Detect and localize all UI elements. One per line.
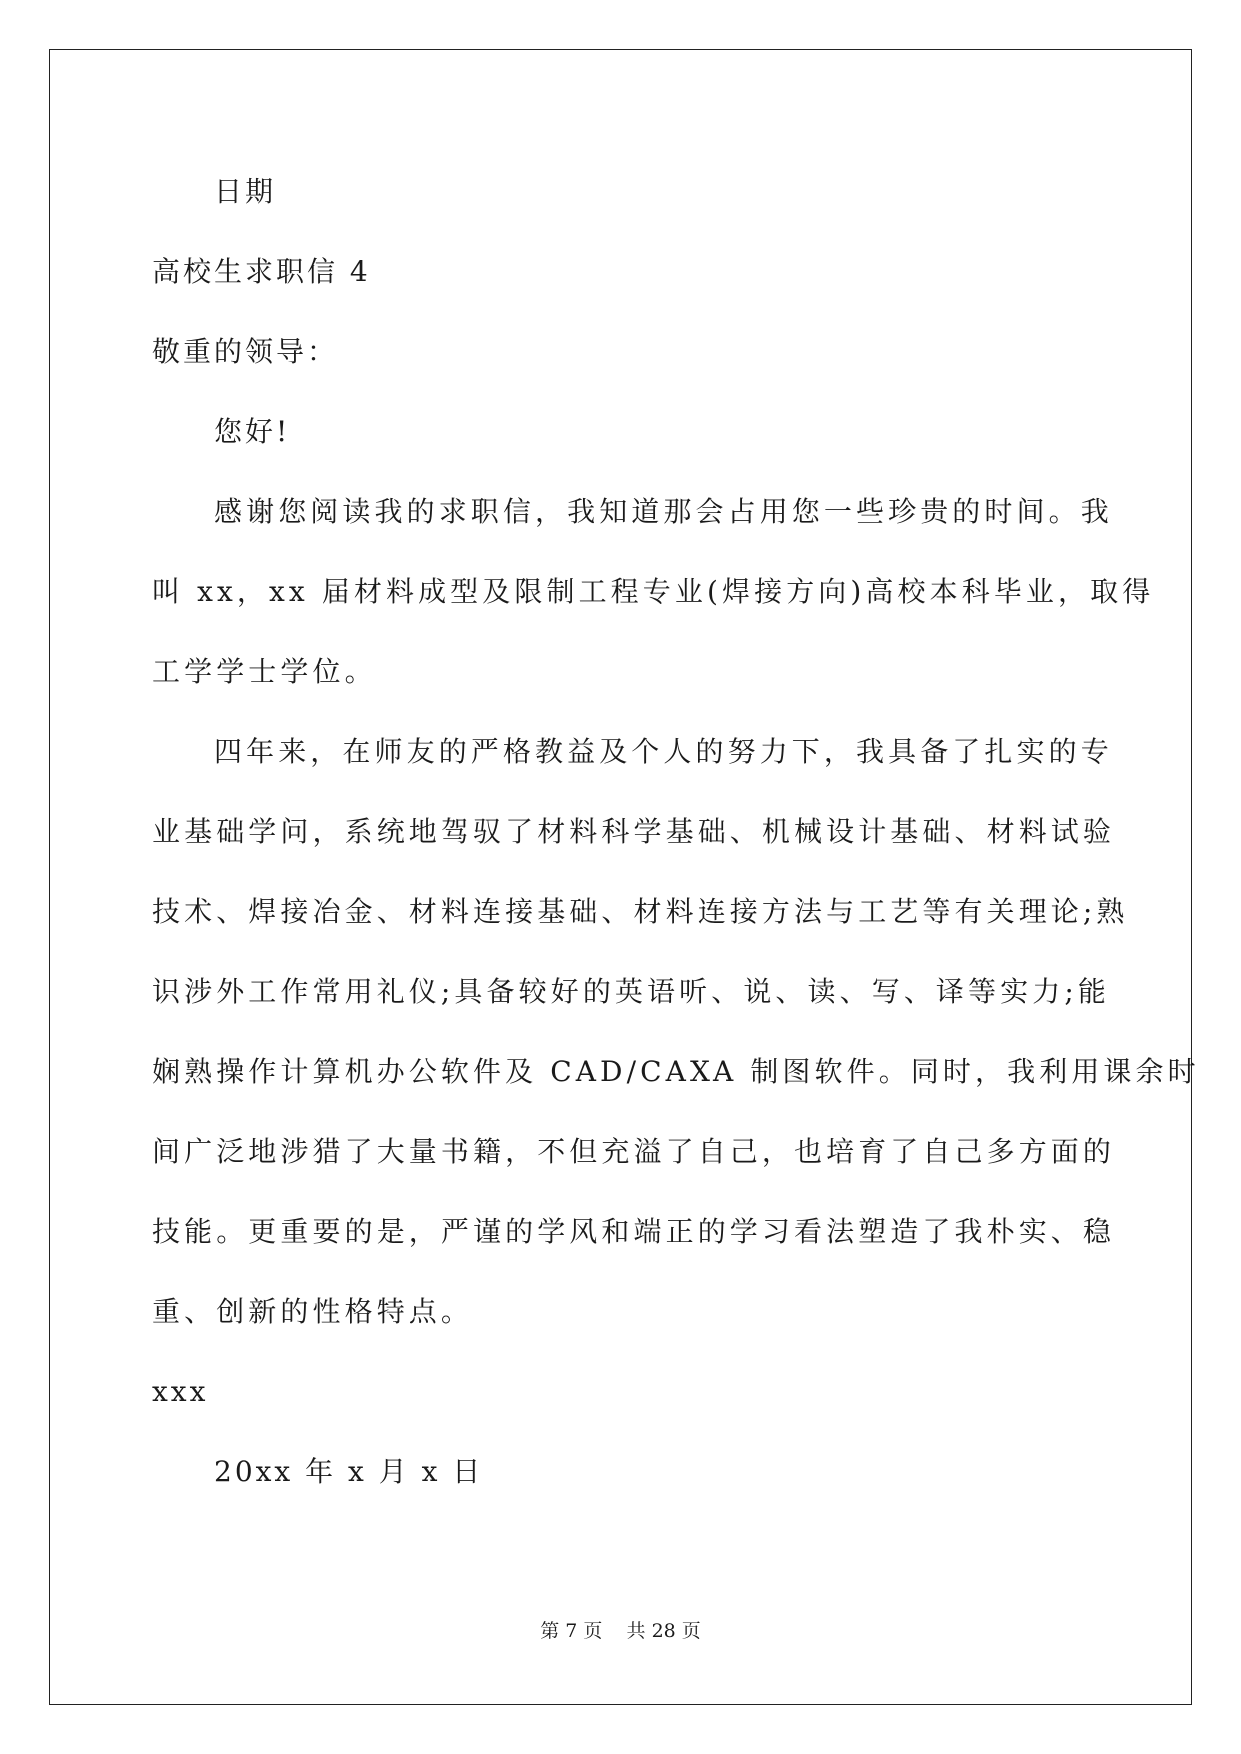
paragraph2-line: 四年来，在师友的严格教益及个人的努力下，我具备了扎实的专 <box>214 735 1113 768</box>
paragraph2-line: 业基础学问，系统地驾驭了材料科学基础、机械设计基础、材料试验 <box>152 815 1116 848</box>
paragraph1-line: 叫 xx，xx 届材料成型及限制工程专业(焊接方向)高校本科毕业，取得 <box>152 575 1155 608</box>
paragraph1-line: 工学学士学位。 <box>152 655 377 688</box>
letter-title: 高校生求职信 4 <box>152 255 371 288</box>
sign-date: 20xx 年 x 月 x 日 <box>214 1455 484 1488</box>
paragraph2-line: 识涉外工作常用礼仪;具备较好的英语听、说、读、写、译等实力;能 <box>152 975 1110 1008</box>
signature: xxx <box>152 1375 209 1408</box>
salutation: 敬重的领导： <box>152 335 339 368</box>
paragraph2-line: 技术、焊接冶金、材料连接基础、材料连接方法与工艺等有关理论;熟 <box>152 895 1129 928</box>
date-heading: 日期 <box>214 175 277 208</box>
page-number: 第 7 页 共 28 页 <box>540 1620 701 1642</box>
paragraph2-line: 间广泛地涉猎了大量书籍，不但充溢了自己，也培育了自己多方面的 <box>152 1135 1116 1168</box>
paragraph1-line: 感谢您阅读我的求职信，我知道那会占用您一些珍贵的时间。我 <box>214 495 1113 528</box>
paragraph2-line: 重、创新的性格特点。 <box>152 1295 474 1328</box>
paragraph2-line: 娴熟操作计算机办公软件及 CAD/CAXA 制图软件。同时，我利用课余时 <box>152 1055 1200 1088</box>
greeting: 您好! <box>214 415 291 448</box>
paragraph2-line: 技能。更重要的是，严谨的学风和端正的学习看法塑造了我朴实、稳 <box>152 1215 1116 1248</box>
